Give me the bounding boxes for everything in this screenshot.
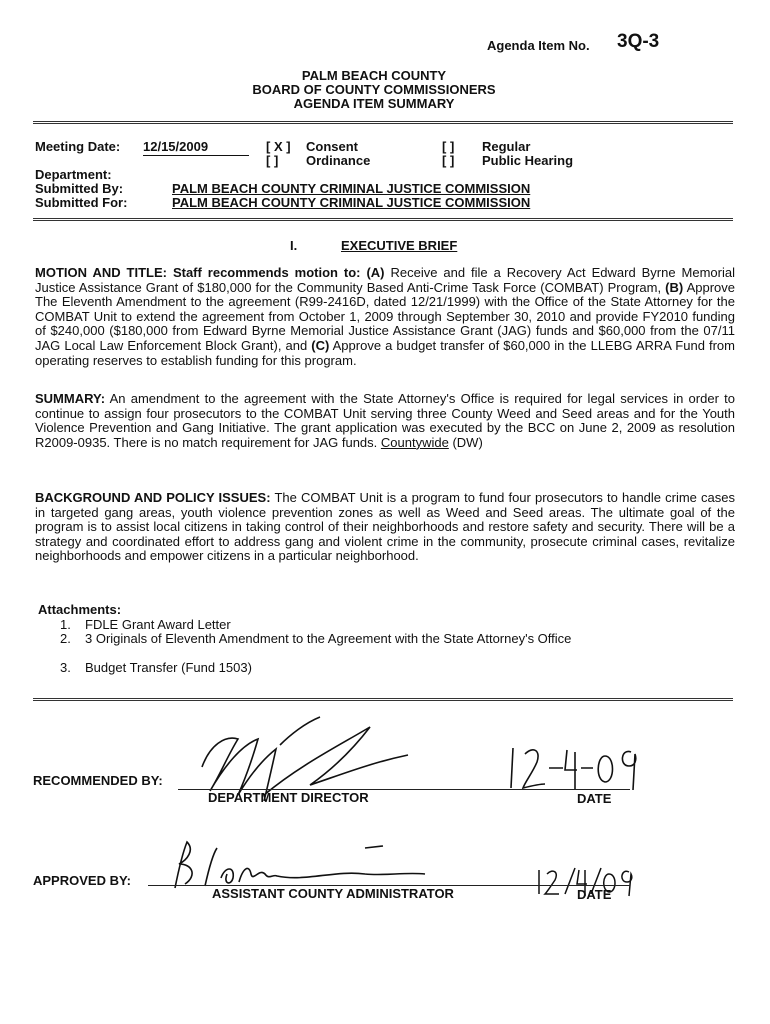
regular-checkbox: [ ] bbox=[442, 139, 455, 154]
motion-b-text: Approve The Eleventh Amendment to the agreement (R99-2416D, dated 12/21/1999) with the Office of the State Attorney for the COMBAT Unit to extend the agreement from October 1, 2009 through September 30, 2010 and provide FY2010 funding of $240,000 ($180,000 from Edward Byrne Memorial Justice Assistance Grant (JAG) funds and $60,000 from the 07/11 JAG Local Law Enforcement Block Grant), and bbox=[35, 279, 735, 353]
motion-c-text: Approve a budget transfer of $60,000 in the LLEBG ARRA Fund from operating reserves to establish funding for this program. bbox=[35, 337, 735, 368]
attachment-text-2: 3 Originals of Eleventh Amendment to the Agreement with the State Attorney's Office bbox=[85, 631, 572, 646]
recommended-by-label: RECOMMENDED BY: bbox=[33, 773, 163, 788]
motion-a-tag: (A) bbox=[366, 265, 385, 280]
agenda-item-label: Agenda Item No. bbox=[487, 38, 590, 53]
public-hearing-checkbox: [ ] bbox=[442, 153, 455, 168]
board-heading: BOARD OF COUNTY COMMISSIONERS bbox=[252, 82, 496, 97]
attachment-num-3: 3. bbox=[60, 660, 71, 675]
meeting-date-label: Meeting Date: bbox=[35, 139, 121, 154]
ordinance-checkbox: [ ] bbox=[266, 153, 279, 168]
header-divider bbox=[33, 121, 733, 124]
consent-label: Consent bbox=[306, 139, 358, 154]
submitted-by-value: PALM BEACH COUNTY CRIMINAL JUSTICE COMMISSION bbox=[172, 181, 531, 196]
background-text: The COMBAT Unit is a program to fund four prosecutors to handle crime cases in targeted gang areas, youth violence prevention zones as well as Weed and Seed areas. The ultimate goal of the program is to assist local citizens in taking control of their neighborhoods and restore safety and security. There will be a strategy and coordinated effort to address gang and violent crime in the community, prosecute criminal cases, revitalize neighborhoods and empower citizens in a particular neighborhood. bbox=[35, 490, 735, 564]
approved-date-label: DATE bbox=[577, 887, 612, 902]
approved-by-label: APPROVED BY: bbox=[33, 873, 131, 888]
summary-text: An amendment to the agreement with the State Attorney's Office is required for legal services in order to continue to assign four prosecutors to the COMBAT Unit serving three County Weed and Seed areas and for the Youth Violence Prevention and Gang Initiative. The grant application was executed by the BCC on June 2, 2009 as resolution R2009-0935. There is no match requirement for JAG funds. bbox=[35, 391, 735, 450]
motion-label: MOTION AND TITLE: bbox=[35, 265, 167, 280]
attachment-text-3: Budget Transfer (Fund 1503) bbox=[85, 660, 252, 675]
section-number: I. bbox=[290, 238, 298, 253]
attachment-text-1: FDLE Grant Award Letter bbox=[85, 617, 231, 632]
assistant-admin-label: ASSISTANT COUNTY ADMINISTRATOR bbox=[212, 886, 454, 901]
meeting-divider bbox=[33, 218, 733, 221]
summary-initials: (DW) bbox=[452, 434, 483, 450]
public-hearing-label: Public Hearing bbox=[482, 153, 574, 168]
regular-label: Regular bbox=[482, 139, 531, 154]
motion-a-text: Receive and file a Recovery Act Edward Byrne Memorial Justice Assistance Grant of $180,000 for the Community Based Anti-Crime Task Force (COMBAT) Program, bbox=[35, 265, 735, 295]
department-label: Department: bbox=[35, 167, 112, 182]
motion-b-tag: (B) bbox=[665, 279, 684, 295]
agenda-item-number: 3Q-3 bbox=[617, 31, 660, 52]
submitted-for-value: PALM BEACH COUNTY CRIMINAL JUSTICE COMMISSION bbox=[172, 195, 531, 210]
submitted-by-label: Submitted By: bbox=[35, 181, 124, 196]
doc-type-heading: AGENDA ITEM SUMMARY bbox=[293, 96, 455, 111]
submitted-for-label: Submitted For: bbox=[35, 195, 128, 210]
department-director-label: DEPARTMENT DIRECTOR bbox=[208, 790, 369, 805]
attachments-label: Attachments: bbox=[38, 602, 122, 617]
motion-lead: Staff recommends motion to: bbox=[172, 265, 361, 280]
summary-scope: Countywide bbox=[380, 434, 449, 450]
summary-label: SUMMARY: bbox=[35, 391, 106, 406]
attachment-num-2: 2. bbox=[60, 631, 71, 646]
ordinance-label: Ordinance bbox=[306, 153, 371, 168]
recommended-date-text: 12-4-09 bbox=[505, 740, 509, 741]
consent-checkbox: [ X ] bbox=[266, 139, 291, 154]
section-title: EXECUTIVE BRIEF bbox=[341, 238, 458, 253]
motion-c-tag: (C) bbox=[311, 337, 330, 353]
background-paragraph bbox=[35, 491, 735, 564]
summary-paragraph bbox=[35, 392, 735, 450]
approved-date-text: 12/4/09 bbox=[535, 864, 539, 865]
motion-paragraph bbox=[35, 266, 735, 368]
background-label: BACKGROUND AND POLICY ISSUES: bbox=[35, 490, 271, 505]
attachments-divider bbox=[33, 698, 733, 701]
attachment-num-1: 1. bbox=[60, 617, 71, 632]
recommended-date-label: DATE bbox=[577, 791, 612, 806]
county-heading: PALM BEACH COUNTY bbox=[301, 68, 447, 83]
meeting-date-value: 12/15/2009 bbox=[143, 139, 249, 156]
recommended-date-handwritten bbox=[505, 740, 645, 795]
